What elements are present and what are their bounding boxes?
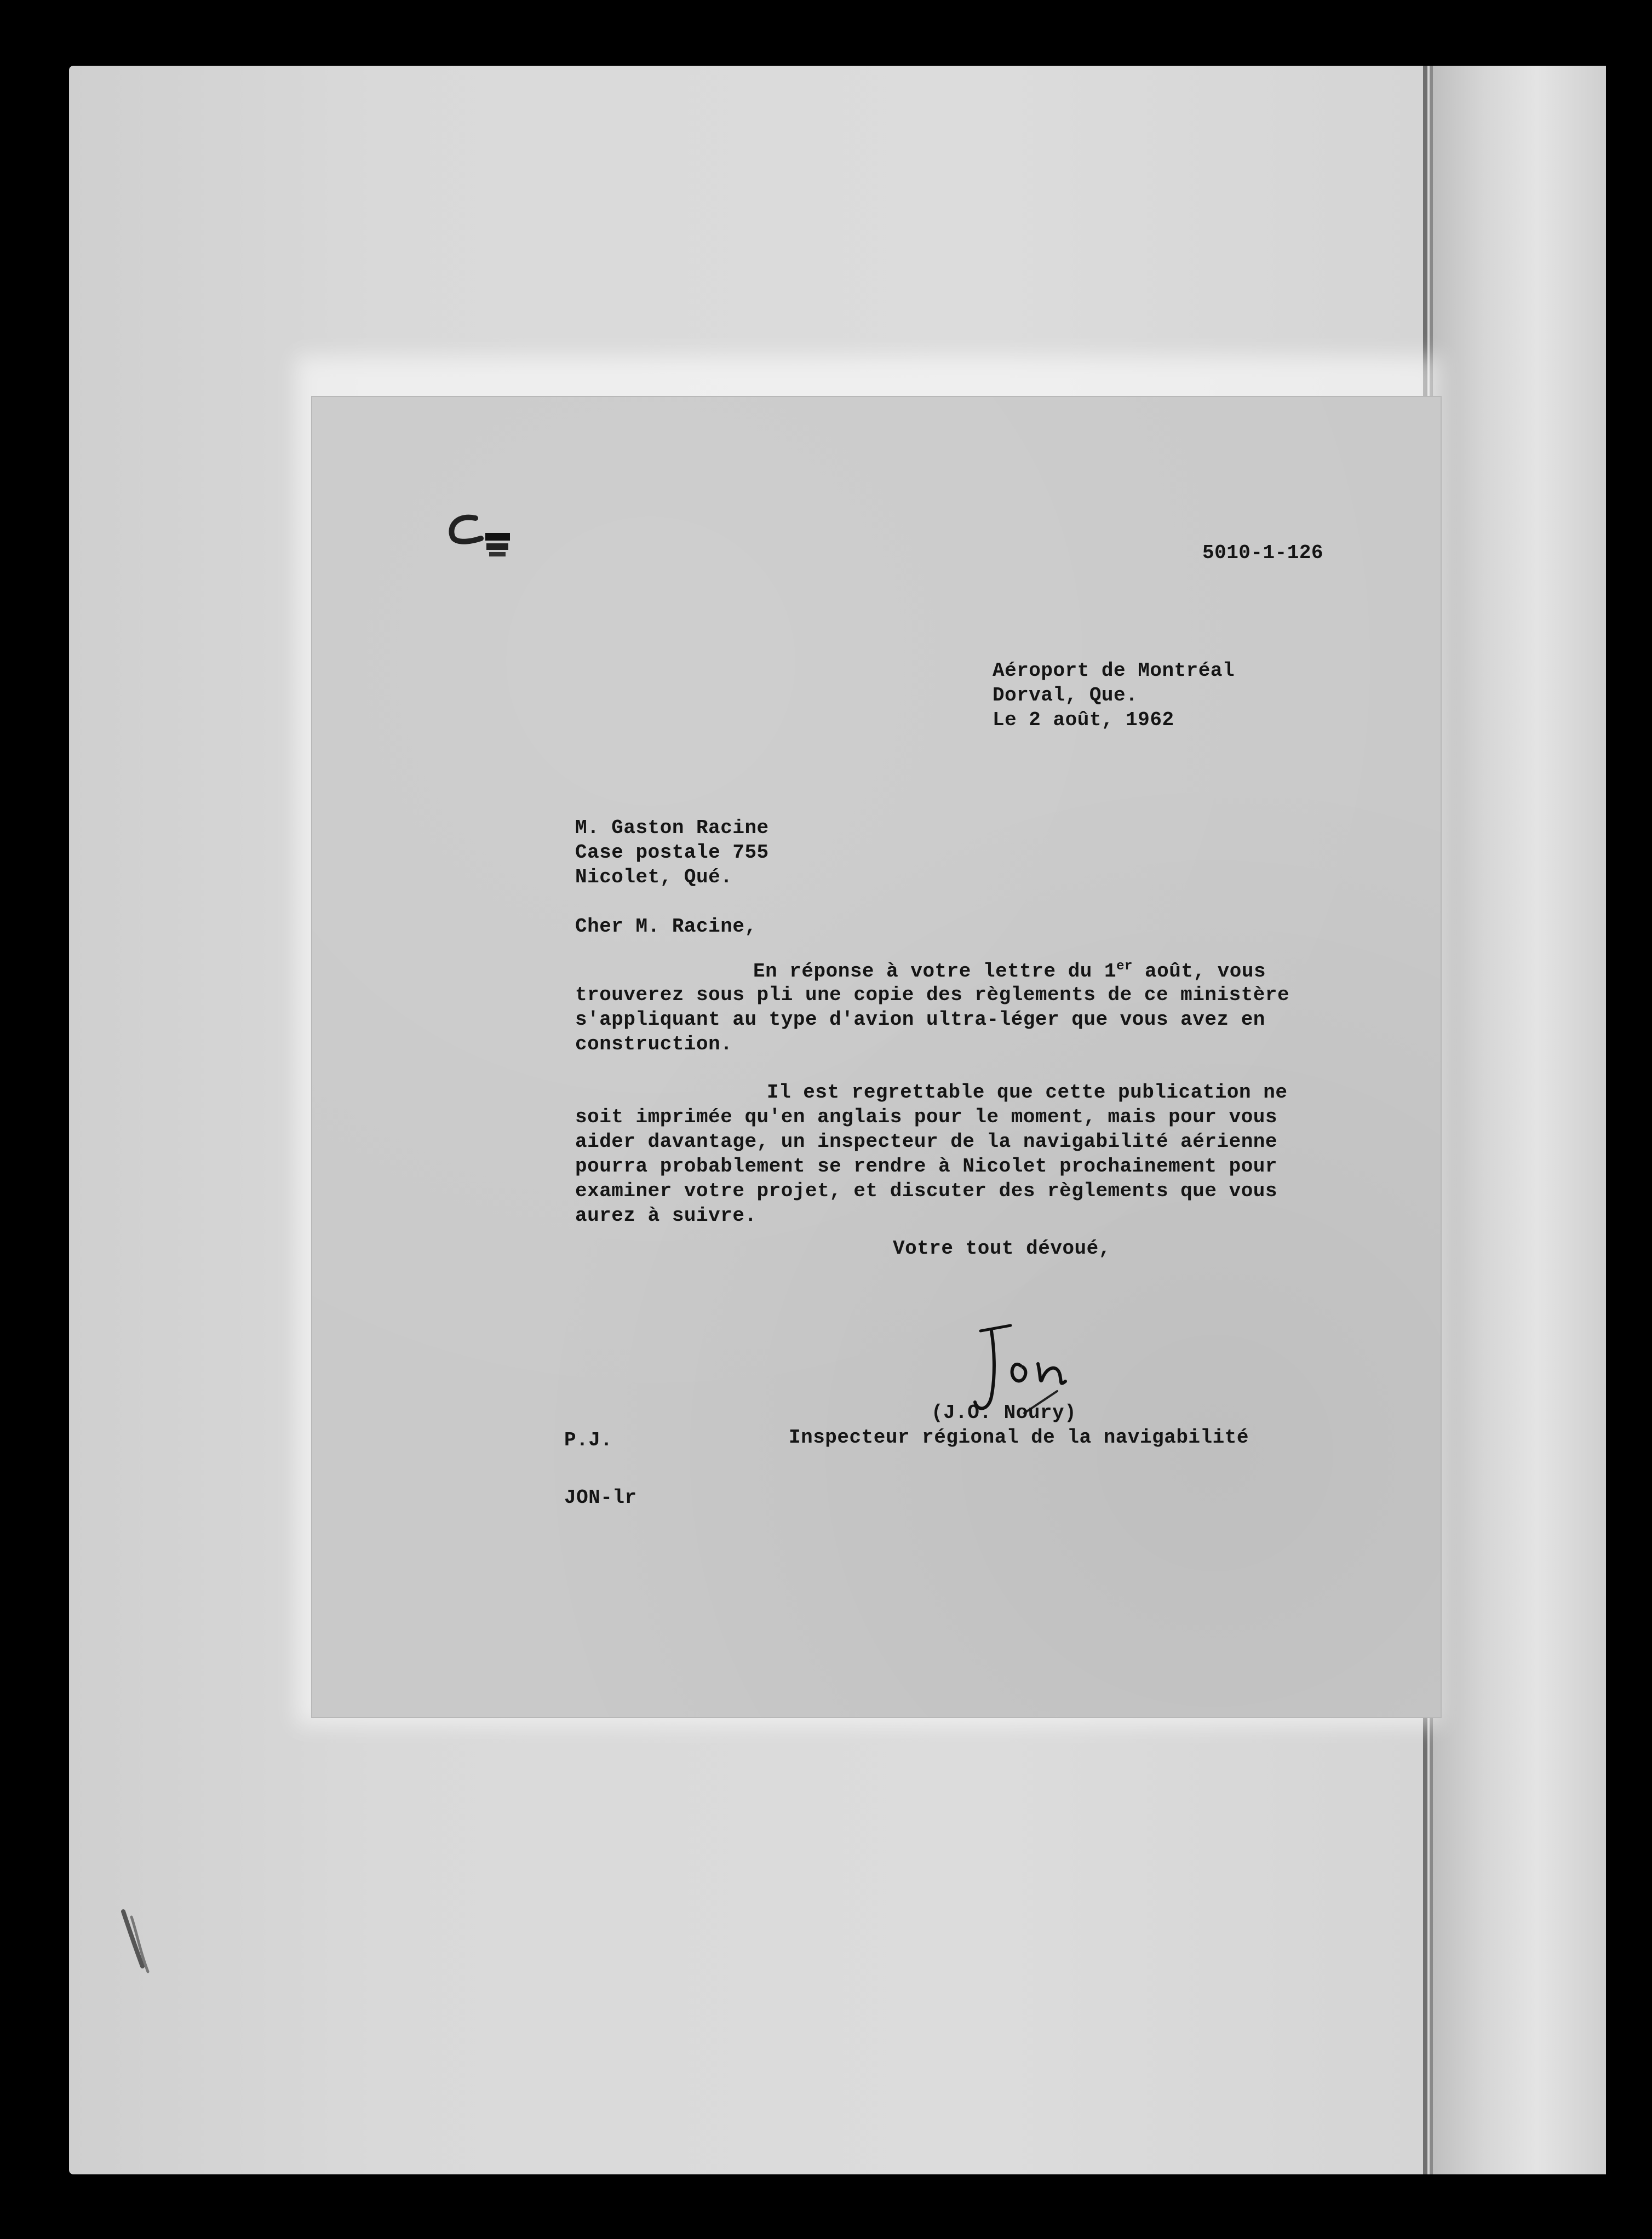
- paragraph-1-line-1-pre: En réponse à votre lettre du 1: [753, 960, 1117, 983]
- scratch-mark: [115, 1906, 159, 1977]
- paragraph-2-line-6: aurez à suivre.: [575, 1204, 757, 1227]
- letter-date: Le 2 août, 1962: [993, 709, 1174, 731]
- sender-line-1: Aéroport de Montréal: [993, 659, 1235, 682]
- paper-clip-mark: [443, 508, 514, 563]
- paragraph-2-line-4: pourra probablement se rendre à Nicolet prochainement pour: [575, 1155, 1278, 1178]
- recipient-name: M. Gaston Racine: [575, 817, 769, 839]
- paragraph-1-line-1-post: août, vous: [1132, 960, 1266, 983]
- ordinal-superscript: er: [1116, 959, 1133, 974]
- salutation: Cher M. Racine,: [575, 915, 757, 938]
- paragraph-2-line-2: soit imprimée qu'en anglais pour le moment, mais pour vous: [575, 1106, 1278, 1128]
- paragraph-2-line-5: examiner votre projet, et discuter des règlements que vous: [575, 1180, 1278, 1202]
- paragraph-1-line-3: s'appliquant au type d'avion ultra-léger que vous avez en: [575, 1008, 1265, 1031]
- closing: Votre tout dévoué,: [893, 1237, 1111, 1260]
- paragraph-2-line-3: aider davantage, un inspecteur de la navigabilité aérienne: [575, 1130, 1278, 1153]
- binder-strip: [1430, 66, 1606, 2174]
- recipient-po-box: Case postale 755: [575, 841, 769, 864]
- reference-initials: JON-lr: [564, 1486, 637, 1509]
- recipient-city: Nicolet, Qué.: [575, 866, 733, 888]
- paragraph-1-line-1: [753, 960, 1266, 983]
- sender-line-2: Dorval, Que.: [993, 684, 1138, 707]
- paragraph-1-line-2: trouverez sous pli une copie des règlements de ce ministère: [575, 984, 1290, 1006]
- signer-name: (J.O. Noury): [931, 1402, 1077, 1424]
- signer-title: Inspecteur régional de la navigabilité: [789, 1426, 1249, 1449]
- file-number: 5010-1-126: [1202, 542, 1324, 564]
- enclosure-note: P.J.: [564, 1429, 613, 1451]
- letter-sheet: [312, 397, 1441, 1717]
- paragraph-2-line-1: Il est regrettable que cette publication ne: [767, 1081, 1288, 1104]
- paragraph-1-line-4: construction.: [575, 1033, 733, 1055]
